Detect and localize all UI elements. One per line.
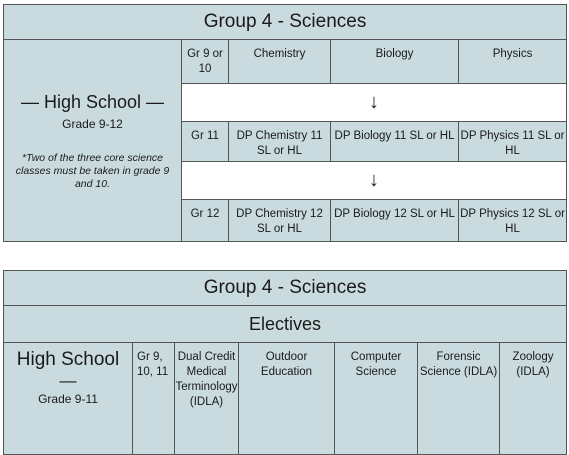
table-title: Group 4 - Sciences — [4, 5, 567, 40]
chemistry-cell: Chemistry — [229, 40, 331, 84]
high-school-heading: — High School — — [20, 91, 165, 112]
course-cell: Forensic Science (IDLA) — [418, 343, 500, 455]
down-arrow-icon: ↓ — [182, 162, 567, 200]
physics-cell: Physics — [459, 40, 567, 84]
grade-cell: Gr 9, 10, 11 — [133, 343, 175, 455]
grade-cell: Gr 12 — [182, 200, 229, 242]
table-title: Group 4 - Sciences — [4, 271, 567, 306]
physics-cell: DP Physics 12 SL or HL — [459, 200, 567, 242]
high-school-cell — [4, 40, 182, 242]
course-cell: Dual Credit Medical Terminology (IDLA) — [175, 343, 239, 455]
physics-cell: DP Physics 11 SL or HL — [459, 122, 567, 162]
biology-cell: DP Biology 12 SL or HL — [331, 200, 459, 242]
biology-cell: Biology — [331, 40, 459, 84]
core-science-note: *Two of the three core science classes must be taken in grade 9 and 10. — [15, 151, 170, 190]
high-school-cell — [4, 343, 133, 455]
course-cell: Computer Science — [335, 343, 418, 455]
course-cell: Outdoor Education — [239, 343, 335, 455]
chemistry-cell: DP Chemistry 12 SL or HL — [229, 200, 331, 242]
dash-separator: — — [59, 371, 77, 390]
high-school-heading: High School — [16, 349, 120, 370]
biology-cell: DP Biology 11 SL or HL — [331, 122, 459, 162]
grade-cell: Gr 9 or 10 — [182, 40, 229, 84]
grade-range: Grade 9-12 — [62, 116, 123, 131]
course-cell: Zoology (IDLA) — [500, 343, 567, 455]
down-arrow-icon: ↓ — [182, 84, 567, 122]
electives-heading: Electives — [4, 306, 567, 343]
grade-range: Grade 9-11 — [38, 392, 98, 406]
electives-table — [3, 270, 567, 455]
chemistry-cell: DP Chemistry 11 SL or HL — [229, 122, 331, 162]
core-sciences-table — [3, 4, 567, 242]
grade-cell: Gr 11 — [182, 122, 229, 162]
